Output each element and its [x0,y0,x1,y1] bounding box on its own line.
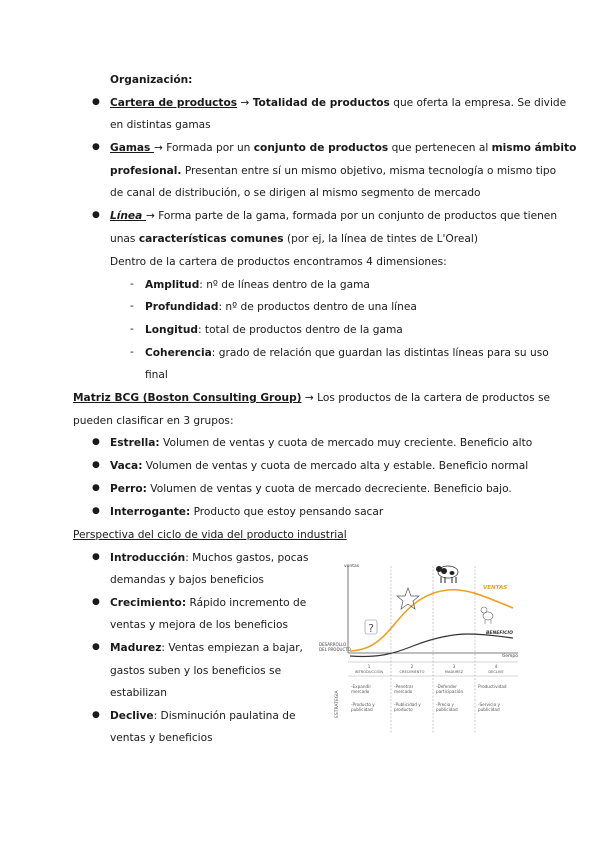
bullet-dot: ● [92,597,100,607]
bcg-title: Matriz BCG (Boston Consulting Group) → Los productos de la cartera de productos se [73,392,551,404]
left-label-2: DEL PRODUCTO [319,647,351,652]
bullet-gamas: Gamas → Formada por un conjunto de productos que pertenecen al mismo ámbito [110,142,577,154]
bullet-dot: ● [92,142,100,152]
x-axis-label: tiempo [502,654,518,659]
bcg-vaca: Vaca: Volumen de ventas y cuota de mercado alta y estable. Beneficio normal [110,460,529,472]
dash: - [130,323,134,335]
bullet-dot: ● [92,483,100,493]
svg-text:2: 2 [410,664,414,669]
bullet-cartera: Cartera de productos → Totalidad de productos que oferta la empresa. Se divide [110,97,567,109]
dims-intro: Dentro de la cartera de productos encontramos 4 dimensiones: [110,256,447,268]
bcg-interrogante: Interrogante: Producto que estoy pensando sacar [110,506,384,518]
svg-text:INTRODUCCIÓN: INTRODUCCIÓN [354,670,384,674]
cycle-introduccion: Introducción: Muchos gastos, pocas [110,552,309,564]
svg-text:DECLIVE: DECLIVE [488,670,504,674]
stage-3 [436,664,464,712]
bullet-dot: ● [92,552,100,562]
bullet-dot: ● [92,210,100,220]
beneficio-label: BENEFICIO [486,631,513,636]
bullet-cartera-cont: en distintas gamas [110,119,211,131]
cycle-title: Perspectiva del ciclo de vida del producto industrial [73,529,347,541]
svg-text:-Defender: -Defender [436,684,457,689]
dim-coherencia-cont: final [145,369,168,381]
left-label-1: DESARROLLO [319,642,347,647]
cycle-declive: Declive: Disminución paulatina de [110,710,296,722]
star-icon [397,588,419,609]
bullet-dot: ● [92,460,100,470]
bcg-estrella: Estrella: Volumen de ventas y cuota de mercado muy creciente. Beneficio alto [110,437,533,449]
cycle-madurez: Madurez: Ventas empiezan a bajar, [110,642,303,654]
bcg-perro: Perro: Volumen de ventas y cuota de mercado decreciente. Beneficio bajo. [110,483,512,495]
svg-text:-Producto y: -Producto y [351,702,375,707]
question-mark: ? [368,622,374,635]
bcg-cont: pueden clasificar en 3 grupos: [73,415,234,427]
cycle-introduccion-cont: demandas y bajos beneficios [110,574,264,586]
ventas-curve [350,590,513,651]
dim-profundidad: Profundidad: nº de productos dentro de una línea [145,301,417,313]
bullet-dot: ● [92,506,100,516]
cycle-madurez-cont: gastos suben y los beneficios se [110,665,282,677]
bullet-gamas-cont2: de canal de distribución, o se dirigen al mismo segmento de mercado [110,187,481,199]
ventas-label: VENTAS [483,585,508,591]
svg-text:-Precio y: -Precio y [436,702,455,707]
section-heading-organizacion: Organización: [110,74,193,86]
life-cycle-figure [318,558,530,738]
svg-text:mercado: mercado [394,689,413,694]
cycle-madurez-cont2: estabilizan [110,687,168,699]
bullet-gamas-cont: profesional. Presentan entre sí un mismo objetivo, misma tecnología o mismo tipo [110,165,557,177]
dash: - [130,278,134,290]
dim-amplitud: Amplitud: nº de líneas dentro de la gama [145,279,370,291]
cycle-crecimiento-cont: ventas y mejora de los beneficios [110,619,288,631]
dog-icon [481,607,493,624]
svg-text:-Penetrar: -Penetrar [394,684,414,689]
dash: - [130,346,134,358]
svg-text:1: 1 [367,664,371,669]
strategy-label: ESTRATEGIA [335,690,340,718]
svg-text:3: 3 [452,664,456,669]
svg-text:mercado: mercado [351,689,370,694]
svg-text:-Servicio y: -Servicio y [478,702,500,707]
bullet-linea-cont: unas características comunes (por ej, la línea de tintes de L'Oreal) [110,233,478,245]
svg-text:publicidad: publicidad [478,707,500,712]
svg-text:-Publicidad y: -Publicidad y [394,702,421,707]
svg-text:MADUREZ: MADUREZ [444,670,464,674]
cycle-crecimiento: Crecimiento: Rápido incremento de [110,597,307,609]
svg-text:publicidad: publicidad [436,707,458,712]
svg-text:Productividad: Productividad [478,684,507,689]
bullet-dot: ● [92,437,100,447]
y-axis-label: ventas [344,564,360,569]
bullet-dot: ● [92,97,100,107]
bullet-dot: ● [92,710,100,720]
cycle-declive-cont: ventas y beneficios [110,732,213,744]
dim-coherencia: Coherencia: grado de relación que guardan las distintas líneas para su uso [145,347,549,359]
svg-text:publicidad: publicidad [351,707,373,712]
bullet-dot: ● [92,642,100,652]
bullet-linea: Línea → Forma parte de la gama, formada por un conjunto de productos que tienen [110,210,558,222]
stage-2 [394,664,425,712]
svg-text:CRECIMIENTO: CRECIMIENTO [399,670,425,674]
dim-longitud: Longitud: total de productos dentro de la gama [145,324,403,336]
dash: - [130,300,134,312]
svg-text:-Expandir: -Expandir [351,684,372,689]
svg-text:4: 4 [494,664,498,669]
stage-1 [351,664,383,712]
svg-text:participación: participación [436,689,464,694]
stage-4 [478,664,507,712]
svg-text:producto: producto [394,707,413,712]
cow-icon [436,566,458,583]
